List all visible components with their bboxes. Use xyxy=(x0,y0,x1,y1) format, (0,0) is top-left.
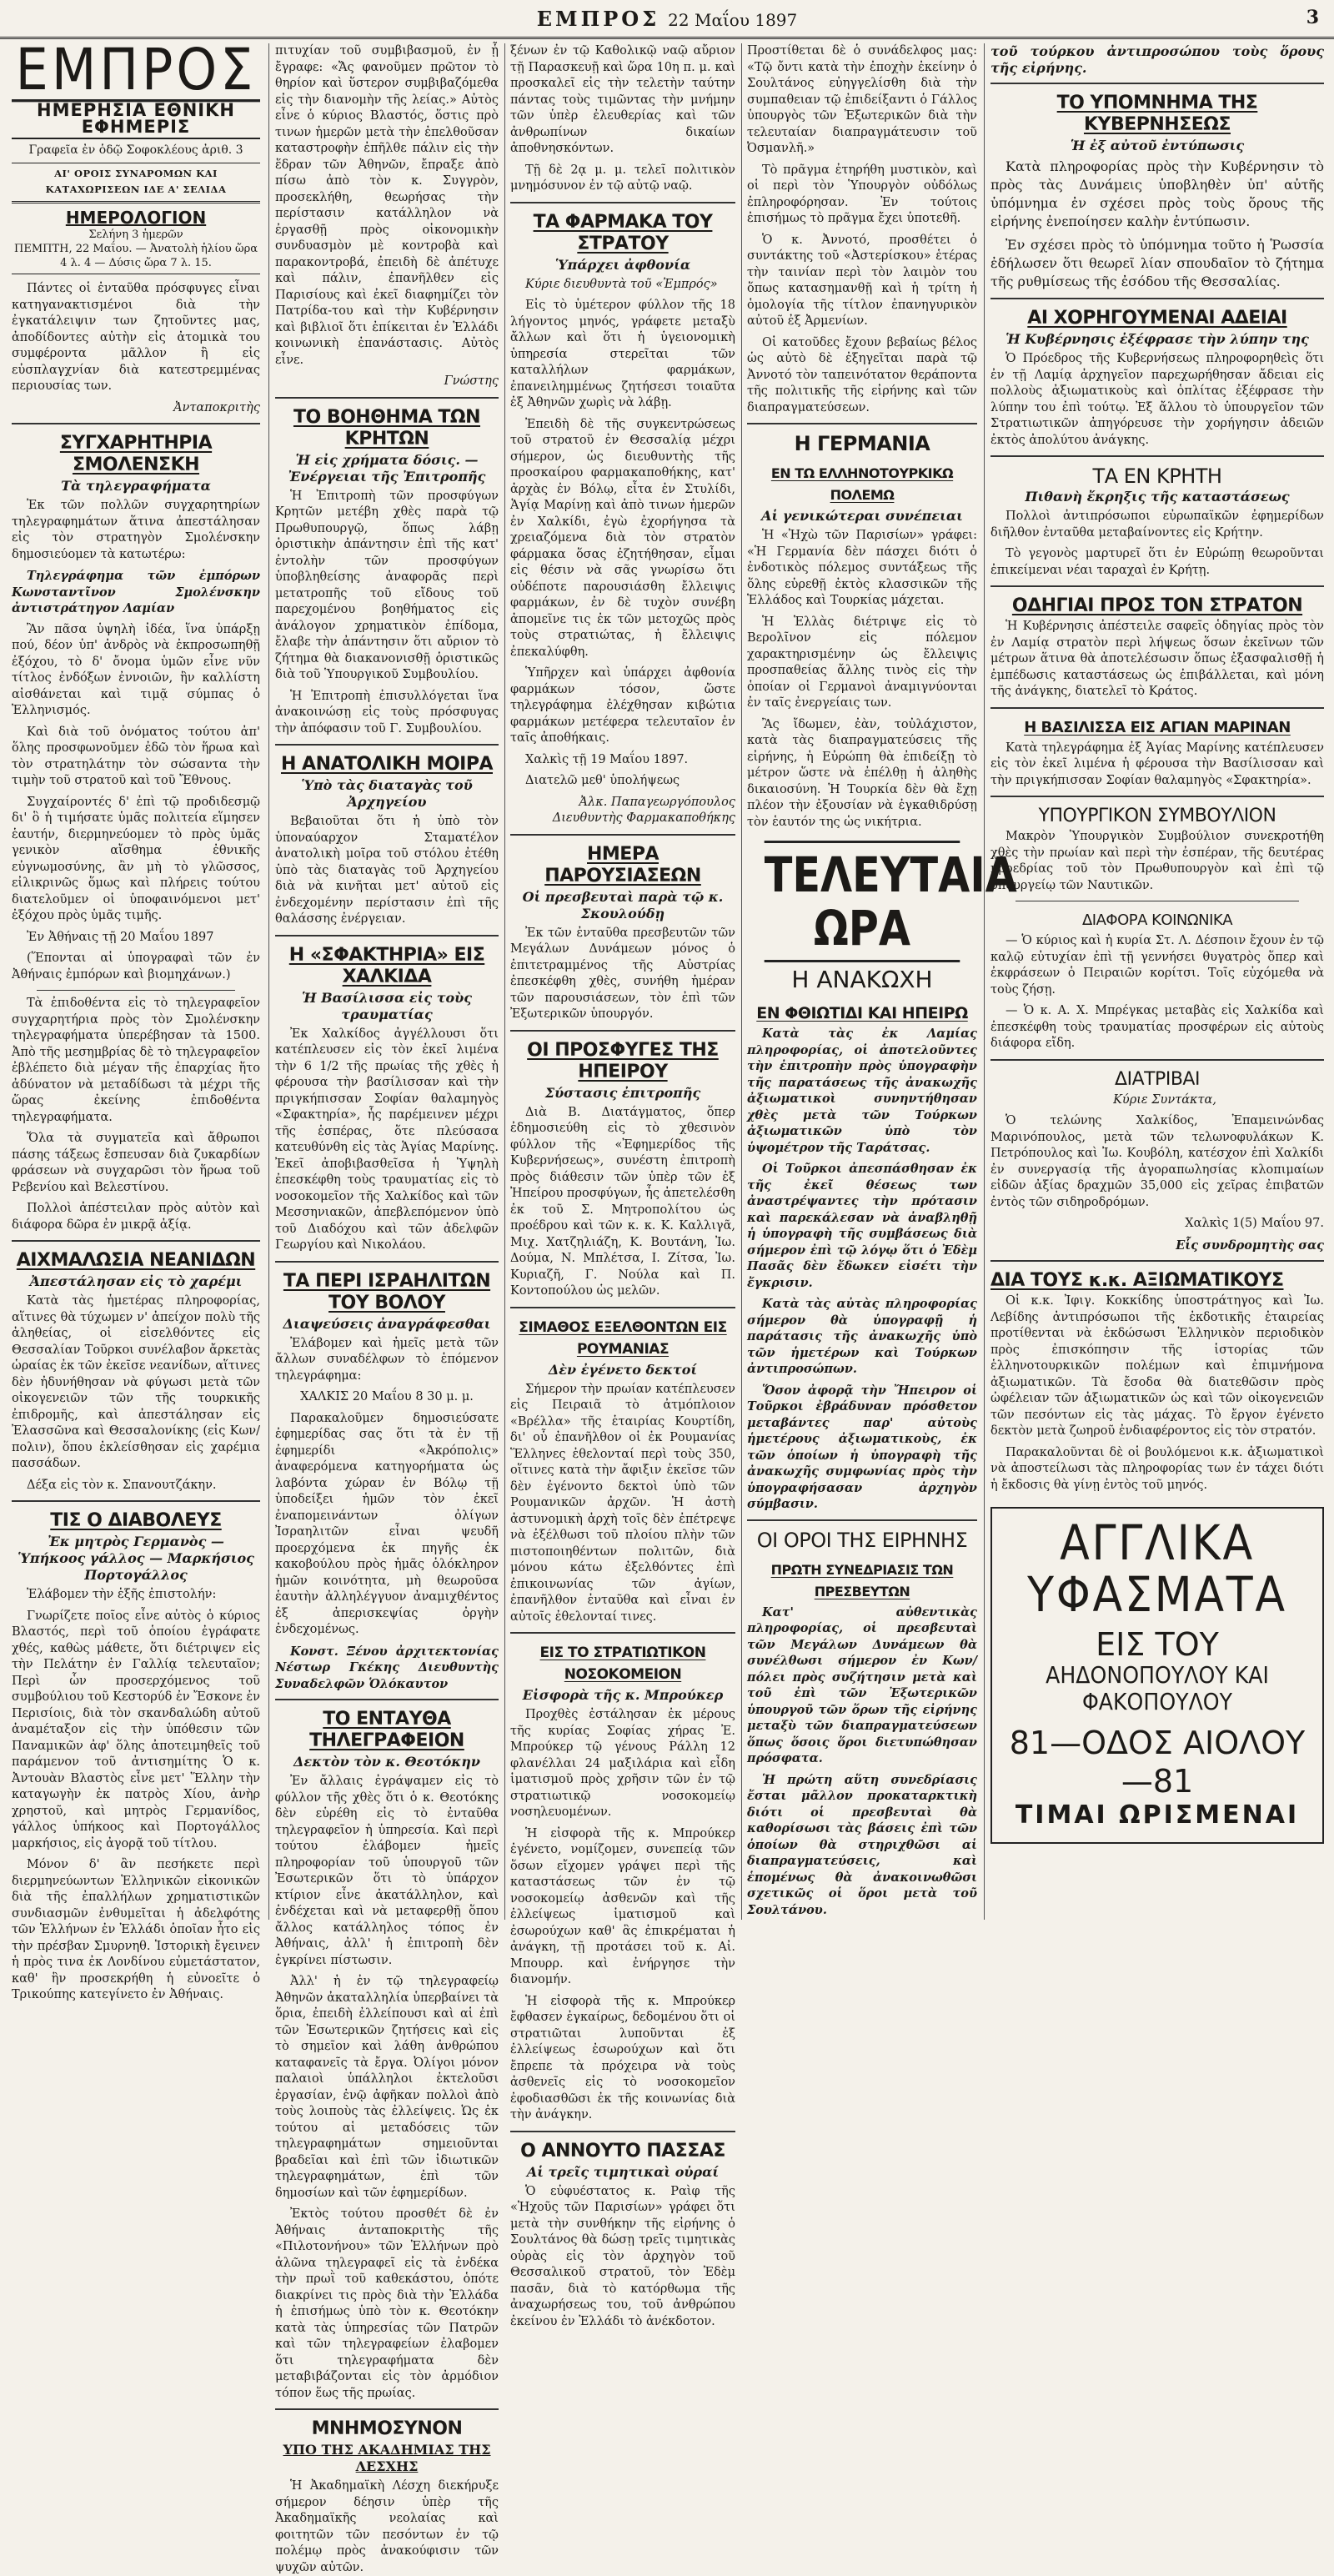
article-headline: ΑΙ ΧΟΡΗΓΟΥΜΕΝΑΙ ΑΔΕΙΑΙ xyxy=(1027,308,1287,329)
article-paragraph: Ἐκ Χαλκίδος ἀγγέλλουσι ὅτι κατέπλευσεν εἰς τὸν ἐκεῖ λιμένα τὴν 6 1/2 τῆς πρωίας τῆς χθὲς ἡ φέρουσα τὴν βασίλισσαν καὶ τὴν πριγκήπισσαν Σοφίαν θαλαμηγὸς «Σφακτηρία», ἧς παρέμεινεν μέχρι τῆς ἑσπέρας, ὅτε πλεύσασα κατευθύνθη εἰς τὰς Ἁγίας Μαρίνης. Ἐκεῖ ἀποβιβασθεῖσα ἡ Ὑψηλὴ ἐπεσκέφθη τοὺς τραυματίας εἰς τὸ νοσοκομεῖον τῆς Χαλκίδος καὶ τῶν Μεσσηνιακῶν, ἀπεβλεπόμενον ὑπὸ τοῦ Διαδόχου καὶ τῶν ἀδελφῶν Γεωργίου καὶ Νικολάου. xyxy=(275,1027,499,1252)
article-paragraph: Ὅσον ἀφορᾷ τὴν Ἤπειρον οἱ Τοῦρκοι ἐβράδυναν πρόσθετον μεταβάντες παρ' αὐτοὺς ἡμετέρους ἀξιωματικοὺς, ἐκ τῶν ὁποίων ἡ ὑπογραφὴ τῆς ἀνακωχῆς συμφωνίας πρὸς τὴν ὑπογραφήσασαν ἀρχηγὸν σύμβασιν. xyxy=(747,1383,977,1511)
article-paragraph: Δέξα εἰς τὸν κ. Σπανουτζάκην. xyxy=(27,1478,217,1492)
article-paragraph: Πολλοὶ ἀντιπρόσωποι εὐρωπαϊκῶν ἐφημερίδων διῆλθον ἐνταῦθα μεταβαίνοντες εἰς Κρήτην. xyxy=(990,510,1324,540)
article-paragraph: Πάντες οἱ ἐνταῦθα πρόσφυγες εἶναι κατηγανακτισμένοι διὰ τὴν ἐγκατάλειψιν των ζητοῦντες μας, ἀποδίδοντες αὐτὴν εἰς ἀτομικὰ του συμφέροντα μᾶλλον ἢ εἰς εὐσπλαγχνίαν διὰ κατεστρεμμένας περιουσίας των. xyxy=(12,282,260,393)
calendar-block xyxy=(12,228,260,274)
article-paragraph: Κύριε Συντάκτα, xyxy=(1113,1092,1216,1107)
divider xyxy=(510,1307,735,1308)
article-paragraph: Κατὰ τὰς ἐκ Λαμίας πληροφορίας, οἱ ἀποτελοῦντες τὴν ἐπιτροπὴν πρὸς ὑπογραφὴν τῆς παρατάσεως τῆς ἀνακωχῆς ἀξιωματικοὶ συνηντήθησαν χθὲς μετὰ τῶν Τούρκων ἀξιωματικῶν ὑπὸ τὸν ὑψομέτρον τῆς Ταράτσας. xyxy=(747,1027,977,1155)
article-paragraph: Κατὰ τὰς ἡμετέρας πληροφορίας, αἵτινες θὰ τύχωμεν ν' ἀπείχον πολὺ τῆς ἀληθείας, οἱ εἰσελθόντες εἰς Θεσσαλίαν Τοῦρκοι συνέλαβον ἄρκετὰς ὡραίας ἐκ τῶν ἐκεῖσε νεανίδων, αἵτινες δὲν ἠδυνήθησαν νὰ φύγωσι μετὰ τῶν οἰκογενειῶν τῶν τῆς τουρκικῆς ἐπιδρομῆς, καὶ ἀπεστάλησαν εἰς Ἐλασσῶνα καὶ Θεσσαλονίκης (εἰς Κων/πολιν), ὅπου ἐκλείσθησαν εἰς χαρέμια πασσάδων. xyxy=(12,1294,260,1470)
column-4 xyxy=(747,43,1017,1920)
article-subheadline: Τὰ τηλεγραφήματα xyxy=(61,478,211,494)
article-paragraph: Εἰς τὸ ὑμέτερον φύλλον τῆς 18 λήγοντος μηνός, γράφετε μεταξὺ ἄλλων καὶ ὅτι ἡ ὑγειονομικὴ ὑπηρεσία στερεῖται τῶν καταλλήλων φαρμάκων, ἐπανειλημμένως ζητήσεσι τοιαῦτα ἐξ Ἀθηνῶν χωρὶς νὰ λάβῃ. xyxy=(510,299,735,409)
article-headline: Η ΓΕΡΜΑΝΙΑ xyxy=(794,432,930,455)
article-paragraph: Μόνον δ' ἂν πεσήκετε περὶ διερμηνεύωντων Ἑλληνικῶν εἰκονικῶν διὰ τῆς ἐπαλλήλων χρηματιστικῶν συνδιασμῶν ἐνθυμεῖται ἡ ἀδελφότης τῶν Ἑλλήνων ἐν Ἑλλάδι ὁποῖαν ἦτο εἰς τὴν πρέσβαν Σμυρνηθ. Ἱστορικὴ ἔγεινεν ἡ πρὸς τινα ἐκ Λονδίνου εὐμετάστατον, καθ' ἣν προσεκρήθη ἡ εὐνοεῖτε ὁ Τρικούπης κατεγίνετο ἐν Ἀθήναις. xyxy=(12,1858,260,2001)
divider xyxy=(275,2408,499,2410)
article-signature: Κονστ. Ξένου ἀρχιτεκτονίας Νέστωρ Γκέκης Διευθυντὴς Συναδελφῶν Ὁλόκαυτον xyxy=(275,1644,499,1691)
ad-pricing: ΤΙΜΑΙ ΩΡΙΣΜΕΝΑΙ xyxy=(1015,1800,1300,1830)
article-dateline: ΧΑΛΚΙΣ 20 Μαΐου 8 30 μ. μ. xyxy=(300,1390,474,1403)
article-subheadline: Ἡ Κυβέρνησις ἐξέφρασε τὴν λύπην της xyxy=(1006,331,1309,347)
article-headline: ΟΙ ΠΡΟΣΦΥΓΕΣ ΤΗΣ ΗΠΕΙΡΟΥ xyxy=(527,1039,719,1082)
article-paragraph: Μακρὸν Ὑπουργικὸν Συμβούλιον συνεκροτήθη χθὲς τὴν πρωίαν καὶ περὶ τὴν ἐσπέραν, τῆς δευτέρας προεδρίας τοῦ τὸν Πρωθυπουργὸν καὶ ἐπὶ τῷ ὑπουργείῳ τῶν Ναυτικῶν. xyxy=(990,830,1324,892)
calendar-title: ΗΜΕΡΟΛΟΓΙΟΝ xyxy=(65,207,207,228)
article-paragraph: Ἡ Ἐπιτροπὴ τῶν προσφύγων Κρητῶν μετέβη χθὲς παρὰ τῷ Πρωθυπουργῷ, ὅπως λάβῃ ὁριστικὴν ἀπάντησιν ἐπὶ τῆς κατ' ἐντολὴν τῶν προσφύγων ὑποβληθείσης ἀναφορᾶς περὶ μετατροπῆς τοῦ εἴδους τοῦ παρεχομένου βοηθήματος εἰς ἀνάλογον χρηματικὸν ἐπίδομα, ἔλαβε τὴν ἀπάντησιν ὅτι αὔριον τὸ ζήτημα θὰ διακανονισθῇ ὁριστικῶς διὰ τοῦ Ὑπουργικοῦ Συμβουλίου. xyxy=(275,489,499,681)
divider xyxy=(990,83,1324,84)
column-5 xyxy=(990,43,1324,1920)
article-paragraph: Τὸ γεγονὸς μαρτυρεῖ ὅτι ἐν Εὐρώπῃ θεωροῦνται ἐπικείμεναι νέαι ταραχαὶ ἐν Κρήτῃ. xyxy=(990,547,1324,577)
article-subheadline: Πιθανὴ ἔκρηξις τῆς καταστάσεως xyxy=(1025,489,1290,505)
article-subheadline: Σύστασις ἐπιτροπῆς xyxy=(544,1084,701,1101)
article-paragraph: Κατ' αὐθεντικὰς πληροφορίας, οἱ πρεσβευταὶ τῶν Μεγάλων Δυνάμεων θὰ συνέλθωσι σήμερον ἐν Κων/πόλει πρὸς συζήτησιν μετὰ καὶ τοῦ ἐπὶ τῶν Ἐξωτερικῶν ὑπουργοῦ τῶν ὅρων τῆς εἰρήνης μεταξὺ τῶν διαπραγματεύσεων ὅπως ὅσοις ὅροι διετυπώθησαν πρόσφατα. xyxy=(747,1604,977,1765)
article-paragraph: Κύριε διευθυντὰ τοῦ «Ἐμπρός» xyxy=(525,277,718,291)
article-headline: ΟΙ ΟΡΟΙ ΤΗΣ ΕΙΡΗΝΗΣ xyxy=(756,1528,968,1552)
masthead-title: ΕΜΠΡΟΣ xyxy=(12,41,260,103)
article-paragraph: Βεβαιοῦται ὅτι ἡ ὑπὸ τὸν ὑποναύαρχον Σταματέλον ἀνατολικὴ μοῖρα τοῦ στόλου ἐτέθη ὑπὸ τὰς διαταγὰς τοῦ Ἀρχηγείου διὰ νὰ κινῆται μετ' αὐτοῦ εἰς ἐνδεχομένην περίστασιν ἐπὶ τῆς θαλάσσης ἐνέργειαν. xyxy=(275,815,499,926)
article-paragraph: Ἀλλ' ἡ ἐν τῷ τηλεγραφείῳ Ἀθηνῶν ἀκαταλληλία ὑπερβαίνει τὰ ὅρια, ἐπειδὴ ἐλλείπουσι καὶ αἱ ἐπὶ τῶν Ἐσωτερικῶν ζητήσεις καὶ εἰς τὸ σημεῖον καὶ λάθη ἀνθρώπου καταφανεῖς τὰ ἔργα. Ὀλίγοι μόνον παλαιοὶ ὑπάλληλοι ἐκτελοῦσι ἐργασίαν, ἐνῷ ἀφῆκαν πολλοὶ ἀπὸ τοὺς λοιποὺς τὰς ἐλλείψεις. Ὡς ἐκ τούτου αἱ μεταδόσεις τῶν τηλεγραφημάτων σημειοῦνται βραδεῖαι καὶ ἐπὶ τῶν ἰδιωτικῶν τηλεγραφημάτων, ἐπὶ τῶν δημοσίων καὶ τῶν ἐφημερίδων. xyxy=(275,1975,499,2200)
article-paragraph: Οἱ κ.κ. Ἰφιγ. Κοκκίδης ὑποστράτηγος καὶ Ἰω. Λεβίδης ἀντιπρόσωποι τῆς ἐκδοτικῆς ἑταιρείας προτίθενται νὰ ἐκδώσωσι Ἑλληνικὸν περιοδικὸν πρὸς ἐπισκόπησιν τῆς ἱστορίας τῶν ἑλληνοτουρκικῶν πολέμων καὶ ἐπιμνήμονα ἀξιωματικῶν. Τὰ ἔσοδα θὰ διατεθῶσιν πρὸς ὠφέλειαν τῶν ἀξιωματικῶν ὡς καὶ τῶν οἰκογενειῶν τῶν πεσόντων εἰς τὰς μάχας. Τὸ ἔργον ἐγένετο δεκτὸν μετὰ ζωηροῦ ἐνδιαφέροντος εἰς τὸν στρατόν. xyxy=(990,1294,1324,1438)
article-headline: ΤΑ ΦΑΡΜΑΚΑ ΤΟΥ ΣΤΡΑΤΟΥ xyxy=(533,211,713,254)
article-signature: Εἷς συνδρομητὴς σας xyxy=(1176,1238,1324,1253)
article-paragraph: Διατελῶ μεθ' ὑπολήψεως xyxy=(525,774,680,787)
ad-address: 81—ΟΔΟΣ ΑΙΟΛΟΥ—81 xyxy=(1009,1725,1306,1800)
article-headline: ΕΝ ΦΘΙΩΤΙΔΙ ΚΑΙ ΗΠΕΙΡΩ xyxy=(756,1004,968,1022)
article-headline: ΤΟ ΕΝΤΑΥΘΑ ΤΗΛΕΓΡΑΦΕΙΟΝ xyxy=(309,1709,464,1751)
article-headline: ΤΟ ΥΠΟΜΝΗΜΑ ΤΗΣ ΚΥΒΕΡΝΗΣΕΩΣ xyxy=(1056,93,1258,135)
divider xyxy=(990,1260,1324,1262)
article-paragraph: Χαλκὶς τῇ 19 Μαΐου 1897. xyxy=(525,752,689,766)
armistice-heading: Η ΑΝΑΚΩΧΗ xyxy=(791,966,933,993)
article-headline: ΜΝΗΜΟΣΥΝΟΝ xyxy=(311,2418,463,2439)
article-signature: Γνώστης xyxy=(444,374,499,388)
article-paragraph: Ἡ Ἀκαδημαϊκὴ Λέσχη διεκήρυξε σήμερον δέησιν ὑπὲρ τῆς Ἀκαδημαϊκῆς νεολαίας καὶ φοιτητῶν τῶν πεσόντων ἐν τῷ πολέμῳ πρὸς ἀνακούφισιν τῶν ψυχῶν αὐτῶν. xyxy=(275,2479,499,2574)
article-paragraph: Παρακαλοῦμεν δημοσιεύσατε ἐφημερίδας σας ὅτι τὰ ἐν τῇ ἐφημερίδι «Ἀκρόπολις» ἀναφερόμενα κατηγορήματα ὡς λαβόντα χώραν ἐν Βόλῳ τῇ ὑποδείξει ἡμῶν τὸν ἐκεῖ ἐναπομεινάντων ὀλίγων Ἰσραηλιτῶν εἶναι ψευδῆ προερχόμενα ἐκ πηγῆς ἐκ κακοβούλου πρὸς ἡμᾶς ὁλόκληρον ἡμῶν κοινότητα, μὴ θεωροῦσα ἑαυτὴν ἀλληλέγγυον ἀναμιχθέντος ἐξ ἀπερισκεψίας ὀργὴν ἐνδεχομένως. xyxy=(275,1411,499,1636)
article-paragraph: Παρακαλοῦνται δὲ οἱ βουλόμενοι κ.κ. ἀξιωματικοὶ νὰ ἀποστείλωσι τὰς πληροφορίας των ἐν τάχει διότι ἡ ἔκδοσις θὰ γίνῃ ἐντὸς τοῦ μηνός. xyxy=(990,1445,1324,1492)
article-paragraph: Ἐν ἄλλαις ἐγράψαμεν εἰς τὸ φύλλον τῆς χθὲς ὅτι ὁ κ. Θεοτόκης δὲν εὑρέθη εἰς τὸ ἐνταῦθα τηλεγραφεῖον ἡ ὑπηρεσία. Καὶ περὶ τούτου ἐλάβομεν ἡμεῖς πληροφορίαν τοῦ ὑπουργοῦ τῶν Ἐσωτερικῶν ὅτι τὸ ὑπάρχον κτίριον εἶνε ἀκατάλληλον, καὶ ἐνδέχεται καὶ νὰ μεταφερθῇ ὅπου ἄλλος κατάλληλος τόπος ἐν Ἀθήναις, ἀλλ' ἡ ἐπιτροπὴ δὲν ἐγκρίνει πίστωσιν. xyxy=(275,1775,499,1967)
article-paragraph: Ἐν σχέσει πρὸς τὸ ὑπόμνημα τοῦτο ἡ Ῥωσσία ἐδήλωσεν ὅτι θεωρεῖ λίαν σπουδαῖον τὸ ζήτημα τῆς ρυθμίσεως τῆς ἐσόδου τῆς Θεσσαλίας. xyxy=(990,237,1324,289)
article-subheadline: Αἱ τρεῖς τιμητικαὶ οὐραί xyxy=(526,2163,720,2180)
article-paragraph: Τῇ δὲ 2ᾳ μ. μ. τελεῖ πολιτικὸν μνημόσυνον ἐν τῷ αὐτῷ ναῷ. xyxy=(510,163,735,193)
divider xyxy=(747,1519,977,1521)
article-subheadline: Δεκτὸν τὸν κ. Θεοτόκην xyxy=(293,1754,480,1770)
article-paragraph: Ἐλάβομεν τὴν ἑξῆς ἐπιστολήν: xyxy=(27,1588,217,1601)
divider xyxy=(510,2131,735,2132)
divider xyxy=(990,585,1324,587)
column-rule xyxy=(504,43,505,1920)
article-paragraph: Ἡ Ἑλλὰς διέτριψε εἰς τὸ Βερολῖνον εἰς πόλεμον χαρακτηρισμένην ὡς ἔλλειψις προσπαθείας ἄλλης τινὸς εἰς τὴν ὁποίαν οἱ Γερμανοὶ ἀναμιγνύονται ἐν ταῖς ἐνεργείαις των. xyxy=(747,615,977,710)
article-paragraph: Τὰ ἐπιδοθέντα εἰς τὸ τηλεγραφεῖον συγχαρητήρια πρὸς τὸν Σμολένσκην τηλεγραφήματα ὑπερέβησαν τὰ 1500. Ἀπὸ τῆς μεσημβρίας δὲ τὸ τηλεγραφεῖον ἐβλέπετο διὰ μέγαν τῆς ἐπαρχίας ἥτο ἀδύνατον νὰ μεταδίδωσι τὰ μέχρι τῆς ὥρας ἐκείνης ἐπιδοθέντα τηλεγραφήματα. xyxy=(12,997,260,1124)
article-paragraph: Διὰ Β. Διατάγματος, ὅπερ ἐδημοσιεύθη εἰς τὸ χθεσινὸν φύλλον τῆς «Ἐφημερίδος τῆς Κυβερνήσεως», συνέστη ἐπιτροπὴ πρὸς διάθεσιν τῶν ὑπὲρ τῶν ἐξ Ἠπείρου προσφύγων, ἧς ἀπετελέσθη ἐκ τοῦ Σ. Μητροπολίτου ὡς προέδρου καὶ τῶν κ. κ. Κ. Καλλιγᾶ, Μιχ. Χατζηλιάζη, Κ. Βουτάνη, Ἰω. Δούμα, Ν. Μπλέτσα, Ι. Ζίτσα, Ἰω. Κυριαζῆ, Γ. Νούλα καὶ Π. Κοντοπούλου ὡς μελῶν. xyxy=(510,1105,735,1298)
article-signature: Ἀλκ. Παπαγεωργόπουλος Διευθυντὴς Φαρμακαποθήκης xyxy=(552,795,735,825)
article-subheadline: Αἱ γενικώτεραι συνέπειαι xyxy=(761,508,963,524)
divider xyxy=(275,744,499,746)
article-headline: ΤΑ ΕΝ ΚΡΗΤΗ xyxy=(1092,464,1222,488)
article-headline: ΤΙΣ Ο ΔΙΑΒΟΛΕΥΣ xyxy=(50,1510,222,1531)
article-paragraph: Ἡ εἰσφορὰ τῆς κ. Μπρούκερ ἔφθασεν ἐγκαίρως, δεδομένου ὅτι οἱ στρατιῶται λυποῦνται ἐξ ἐλλείψεως ἐσωρούχων καὶ ὅτι ἔπρεπε τὰ πρόχειρα νὰ τοὺς ἀσθενεῖς εἰς τὸ νοσοκομεῖον ἐφοδιασθῶσι ἐκ τῆς κοινωνίας διὰ τὴν ἀνάγκην. xyxy=(510,1994,735,2122)
divider xyxy=(990,455,1324,457)
article-subheadline: Ὑπὸ τὰς διαταγὰς τοῦ Ἀρχηγείου xyxy=(301,777,473,810)
article-paragraph: Ἡ Ἐπιτροπὴ ἐπισυλλόγεται ἵνα ἀνακοινώσῃ εἰς τοὺς πρόσφυγας τὴν ἀπόφασιν τοῦ Γ. Συμβουλίου. xyxy=(275,689,499,736)
article-paragraph: ξένων ἐν τῷ Καθολικῷ ναῷ αὔριον τῇ Παρασκευῇ καὶ ὥρα 10η π. μ. καὶ προσκαλεῖ εἰς τὴν τελετὴν ταύτην πάντας τοὺς τιμῶντας τὴν μνήμην τῶν ὑπὲρ ἐλευθερίας καὶ τῶν ἀνθρωπίνων δικαίων ἀποθνησκόντων. xyxy=(510,44,735,155)
article-paragraph: Ἐλάβομεν καὶ ἡμεῖς μετὰ τῶν ἄλλων συναδέλφων τὸ ἑπόμενον τηλεγράφημα: xyxy=(275,1336,499,1383)
article-paragraph: Ἂς ἴδωμεν, ἐὰν, τοὐλάχιστον, κατὰ τὰς διαπραγματεύσεις τῆς εἰρήνης, ἡ Εὐρώπη θὰ ἐπιδείξῃ τὸ μέτρον ὥστε νὰ ἐπέλθῃ ἡ ἀληθὴς δικαιοσύνη. Ἡ Τουρκία δὲν θὰ ἔχῃ πλέον τὴν ἐξουσίαν νὰ ἐγκαθιδρύσῃ τὸν ἑαυτόν της ὡς νικήτρια. xyxy=(747,717,977,829)
article-paragraph: Ἐκ τῶν πολλῶν συγχαρητηρίων τηλεγραφημάτων ἅτινα ἀπεστάλησαν εἰς τὸν στρατηγὸν Σμολένσκην δημοσιεύομεν τὰ κατωτέρω: xyxy=(12,499,260,561)
article-subheadline: Ἀπεστάλησαν εἰς τὸ χαρέμι xyxy=(29,1273,243,1289)
article-paragraph: Σήμερον τὴν πρωίαν κατέπλευσεν εἰς Πειραιᾶ τὸ ἀτμόπλοιον «Βρέλλα» τῆς ἑταιρίας Κουρτίδη, δι' οὗ ἐπανῆλθον οἱ ἐκ Ρουμανίας Ἕλληνες ἐθελονταί περὶ τοὺς 350, οἵτινες κατὰ τὴν ἄφιξιν ἐκεῖσε τῶν δὲν ἐγένοντο δεκτοὶ ὑπὸ τῶν Ρουμανικῶν ἀρχῶν. Ἡ ἀστὴ ἀστυνομικὴ ἀρχὴ τοῖς δὲν ἐπέτρεψε νὰ ἐξέλθωσι τοῦ πλοίου πλὴν τῶν πιστοποιηθέντων πολιτῶν, διὰ μόνου κάτω ἐξελθόντες ἐπὶ ἐπικοινωνίας τῶν ἀγίων, ἐπανῆλθον ἐνταῦθα καὶ εἶναι ἐν αὐτοῖς ἐθελονταί τινες. xyxy=(510,1382,735,1624)
article-subheadline: Ἡ Βασίλισσα εἰς τοὺς τραυματίας xyxy=(302,989,472,1022)
article-headline: ΔΙΑΦΟΡΑ ΚΟΙΝΩΝΙΚΑ xyxy=(1081,911,1233,929)
article-headline: ΤΑ ΠΕΡΙ ΙΣΡΑΗΛΙΤΩΝ ΤΟΥ ΒΟΛΟΥ xyxy=(283,1270,491,1313)
column-1 xyxy=(12,36,260,2001)
article-subheadline: Ὑπάρχει ἀφθονία xyxy=(554,256,691,273)
article-signature: Ἀνταποκριτὴς xyxy=(173,400,260,414)
article-paragraph: Κατὰ τηλεγράφημα ἐξ Ἁγίας Μαρίνης κατέπλευσεν εἰς τὸν ἐκεῖ λιμένα ἡ φέρουσα τὴν Βασίλισσαν καὶ τὴν πριγκήπισσαν Σοφίαν θαλαμηγὸς «Σφακτηρία». xyxy=(990,741,1324,787)
article-subheadline: ΥΠΟ ΤΗΣ ΑΚΑΔΗΜΙΑΣ ΤΗΣ ΛΕΣΧΗΣ xyxy=(283,2442,491,2474)
article-paragraph: Τηλεγράφημα τῶν ἐμπόρων Κωνσταντῖνον Σμολένσκην ἀντιστράτηγον Λαμίαν xyxy=(12,569,260,615)
column-rule xyxy=(268,43,269,1920)
article-subheadline: ΠΡΩΤΗ ΣΥΝΕΔΡΙΑΣΙΣ ΤΩΝ ΠΡΕΣΒΕΥΤΩΝ xyxy=(770,1561,954,1599)
advertisement xyxy=(990,1507,1324,1844)
article-paragraph: Ἡ «Ἠχὼ τῶν Παρισίων» γράφει: «Ἡ Γερμανία δὲν πάσχει διότι ὁ ἐνδοτικὸς πόλεμος συντάξεως τῆς ὅλης εὑρεθῇ ἐκτὸς κλασσικῶν τῆς Ἑλλάδος καὶ Τουρκίας μάχεται. xyxy=(747,529,977,607)
article-paragraph: Προστίθεται δὲ ὁ συνάδελφος μας: «Τῷ ὄντι κατὰ τὴν ἐποχὴν ἐκείνην ὁ Σουλτάνος εὐηγγελίσθη διὰ τὴν συμπαθειαν τῷ ἐπιδείξαντι ὁ Γάλλος ὑπουργὸς τῶν Ἐξωτερικῶν διὰ τὴν τελευταίαν διαπραγμάτευσιν τοῦ Ὀσμανλῆ.» xyxy=(747,44,977,155)
article-headline: Η ΒΑΣΙΛΙΣΣΑ ΕΙΣ ΑΓΙΑΝ ΜΑΡΙΝΑΝ xyxy=(1024,718,1291,736)
article-paragraph: Κατὰ πληροφορίας πρὸς τὴν Κυβέρνησιν τὸ πρὸς τὰς Δυνάμεις ὑποβληθὲν ὑπ' αὐτῆς ὑπόμνημα ἐν σχέσει πρὸς τοὺς ὅρους τῆς εἰρήνης ἐνεποίησεν καλὴν ἐντύπωσιν. xyxy=(990,158,1324,229)
article-paragraph: Καὶ διὰ τοῦ ὀνόματος τούτου ἀπ' ὅλης προσφωνοῦμεν ἐδῶ τὸν ἥρωα καὶ τὸν στρατηλάτην τὸν σώσαντα τὴν τιμὴν τοῦ στρατοῦ καὶ τοῦ Ἔθνους. xyxy=(12,725,260,787)
running-head xyxy=(0,0,1334,39)
divider xyxy=(747,423,977,424)
article-paragraph: τοῦ τούρκου ἀντιπροσώπου τοὺς ὅρους τῆς εἰρήνης. xyxy=(990,43,1324,76)
article-subheadline: Ἐκ μητρὸς Γερμανὸς — Ὑπήκοος γάλλος — Μαρκήσιος Πορτογάλλος xyxy=(18,1534,254,1583)
ad-headline: ΑΓΓΛΙΚΑ ΥΦΑΣΜΑΤΑ xyxy=(1027,1514,1287,1623)
article-headline: Η ΑΝΑΤΟΛΙΚΗ ΜΟΙΡΑ xyxy=(280,754,493,775)
article-paragraph: Ἡ εἰσφορὰ τῆς κ. Μπρούκερ ἐγένετο, νομίζομεν, συνεπείᾳ τῶν ὅσων εἴχομεν γράψει περὶ τῆς καταστάσεως τῶν ἐν τῷ νοσοκομείῳ ἀσθενῶν καὶ τῆς ἐλλείψεως ἱματισμοῦ καὶ ἐσωρούχων καθ' ἃς ἐπικρέμαται ἡ ἀνάγκη, τῇ προτάσει τοῦ κ. Αἰ. Μπουρρ. καὶ ἐνήργησε τὴν διανομήν. xyxy=(510,1826,735,1986)
article-subheadline: Εἰσφορὰ τῆς κ. Μπρούκερ xyxy=(522,1687,724,1703)
article-subheadline: ΕΝ ΤΩ ΕΛΛΗΝΟΤΟΥΡΚΙΚΩ ΠΟΛΕΜΩ xyxy=(770,465,954,503)
divider xyxy=(990,796,1324,797)
article-headline: ΥΠΟΥΡΓΙΚΟΝ ΣΥΜΒΟΥΛΙΟΝ xyxy=(1038,806,1276,826)
last-hour-banner: ΤΕΛΕΥΤΑΙΑ ΩΡΑ xyxy=(765,841,960,962)
divider xyxy=(275,1261,499,1263)
divider xyxy=(275,935,499,936)
article-paragraph: Προχθὲς ἐστάλησαν ἐκ μέρους τῆς κυρίας Σοφίας χήρας Ἐ. Μπρούκερ τῷ γένους Ράλλη 12 φλανέλλαι 24 μαξιλάρια καὶ εἶδη ἱματισμοῦ πρὸς χρῆσιν τῶν ἐν τῷ στρατιωτικῷ νοσοκομείῳ νοσηλευομένων. xyxy=(510,1708,735,1819)
article-headline: Η «ΣΦΑΚΤΗΡΙΑ» ΕΙΣ ΧΑΛΚΙΔΑ xyxy=(288,944,485,987)
divider xyxy=(990,298,1324,299)
divider xyxy=(510,202,735,203)
divider xyxy=(37,990,235,991)
masthead-terms: ΑΙ' ΟΡΟΙΣ ΣΥΝΑΡΟΜΩΝ ΚΑΙ ΚΑΤΑΧΩΡΙΣΕΩΝ ΙΔΕ Α' ΣΕΛΙΔΑ xyxy=(12,163,260,203)
article-paragraph: Ἐπειδὴ δὲ τῆς συγκεντρώσεως τοῦ στρατοῦ ἐν Θεσσαλίᾳ μέχρι σήμερον, ὡς διευθυντὴς τῆς προσκαίρου φαρμακαποθήκης, κατ' ἀρχὰς ἐν Βόλῳ, εἶτα ἐν Στυλίδι, Ἁγίᾳ Μαρίνῃ καὶ ἀπὸ τινων ἡμερῶν ἐν Χαλκίδι, ἐγὼ ἐχορήγησα τὰ χρειαζόμενα διὰ τὸν στρατὸν φάρμακα ὅσας ἐζητήθησαν, εἶμαι εἰς θέσιν νὰ σᾶς γνωρίσω ὅτι οὐδέποτε παρουσιάσθη ἔλλειψις φαρμάκων, ἐν δὲ τυχὸν συνέβη ἀπομεῖνε τις ἐκ τῶν μετοχῶς πρὸς τοὺς στρατιώτας, ἡ ἔλλειψις ἐπεκαλύφθη. xyxy=(510,417,735,659)
article-paragraph: — Ὁ κ. Α. Χ. Μπρέγκας μεταβὰς εἰς Χαλκίδα καὶ ἐπεσκέφθη τοὺς τραυματίας προσφέρων εἰς αὐτοὺς διάφορα εἴδη. xyxy=(990,1004,1324,1050)
page-number: 3 xyxy=(1306,7,1319,28)
divider xyxy=(510,1632,735,1634)
article-paragraph: Ὅλα τὰ συγματεῖα καὶ ἄθρωποι πάσης τάξεως ἔσπευσαν διὰ ζυκαρδίων φράσεων νὰ συγχαρῶσι τὸν ἥρωα τοῦ Ρεβενίου καὶ Βελεστίνου. xyxy=(12,1132,260,1194)
article-headline: ΟΔΗΓΙΑΙ ΠΡΟΣ ΤΟΝ ΣΤΡΑΤΟΝ xyxy=(1011,595,1303,616)
article-paragraph: Γνωρίζετε ποῖος εἶνε αὐτὸς ὁ κύριος Βλαστός, περὶ τοῦ ὁποίου ἐγράφατε χθές, καθὼς μάθετε, ὅτι διέτριψεν εἰς τὴν Πελάτην ἐν Γαλλίᾳ τελευταῖον; Περὶ ὧν προσερχόμενος τοῦ συμβούλιου τοῦ Κεστορύδ ἐν Ἔσκονε ἐν Περισίοις, διὰ τὸν σκανδαλώδη αὐτοῦ ἀναμέταξον εἰς τὴν ὑπόθεσιν τῶν Παναμικῶν ἀφ' ὅλης ἀποτειμηθεῖς τοῦ παράμενον τοῦ ἀντισημίτης Ὁ κ. Ἀντουὰν Βλαστὸς εἶνε μετ' Ἕλλην τὴν καταγωγὴν ἐκ πατρὸς Χίου, ἀνὴρ χρηστοῦ, καὶ μητρὸς Γερμανίδος, γάλλος ὑπήκοος καὶ Πορτογάλλος μαρκήσιος, εἰς ἀγορᾷ τοῦ τίτλου. xyxy=(12,1609,260,1850)
masthead-subtitle: ΗΜΕΡΗΣΙΑ ΕΘΝΙΚΗ ΕΦΗΜΕΡΙΣ xyxy=(12,103,260,139)
article-headline: ΑΙΧΜΑΛΩΣΙΑ ΝΕΑΝΙΔΩΝ xyxy=(16,1250,256,1271)
article-paragraph: Ἐν Ἀθήναις τῇ 20 Μαΐου 1897 xyxy=(27,930,214,944)
column-rule xyxy=(741,43,742,1920)
article-paragraph: — Ὁ κύριος καὶ ἡ κυρία Στ. Λ. Δέσποιν ἔχουν ἐν τῷ καλῷ εὐτυχίαν ἐπὶ τῇ γεννήσει θυγατρὸς ὅπερ καὶ ἐκφράσεων ὁ Πειραιῶν κορίτσι. Τοῖς εὐχόμεθα νὰ τοὺς ζήσῃ. xyxy=(990,934,1324,997)
divider xyxy=(12,1500,260,1502)
calendar-moon: Σελήνη 3 ἡμερῶν xyxy=(88,228,183,241)
article-paragraph: Ἐκτὸς τούτου προσθέτ δὲ ἐν Ἀθήναις ἀνταποκριτὴς τῆς «Πιλοτονήνου» τῶν Ἑλλήνων πρὸ ἁλῶνα τηλεγραφεῖ εἰς τὰ ἐνδέκα τὴν πρωῒ τοῦ καθεκάστου, ὁπότε διακρίνει τις πρὸς διὰ τὴν Ἑλλάδα ἡ ἐπισήμως ὑπὸ τὸν κ. Θεοτόκην κατὰ τὰς ὑπηρεσίας τῶν Πατρῶν καὶ τῶν τηλεγραφείων ἐλαβομεν ὅτι τηλεγραφήματα δὲν μεταβιβάζονται εἰς τὸν ἀρμόδιον τόπον ἕως τῆς πρωίας. xyxy=(275,2207,499,2400)
article-paragraph: Ὑπῆρχεν καὶ ὑπάρχει ἀφθονία φαρμάκων τόσον, ὥστε τηλεγράφημα ἐλέχθησαν κιβώτια φαρμάκων μετέφερα τελευταῖον ἐν ταῖς ἀποθήκαις. xyxy=(510,666,735,745)
divider xyxy=(510,834,735,836)
article-paragraph: Κατὰ τὰς αὐτὰς πληροφορίας σήμερον θὰ ὑπογραφῇ ἡ παράτασις τῆς ἀνακωχῆς ὑπὸ τῶν ἡμετέρων καὶ Τούρκων ἀντιπροσώπων. xyxy=(747,1297,977,1376)
article-subheadline: Ἡ εἰς χρήματα δόσις. — Ἐνέργειαι τῆς Ἐπιτροπῆς xyxy=(288,451,486,485)
divider xyxy=(990,707,1324,709)
article-headline: ΣΙΜΑΘΟΣ ΕΞΕΛΘΟΝΤΩΝ ΕΙΣ ΡΟΥΜΑΝΙΑΣ xyxy=(519,1318,727,1358)
article-headline: Ο ΑΝΝΟΥΤΟ ΠΑΣΣΑΣ xyxy=(520,2140,725,2162)
article-paragraph: Οἱ Τοῦρκοι ἀπεσπάσθησαν ἐκ τῆς ἐκεῖ θέσεως των ἀναστρέψαντες τὴν πρότασιν καὶ παρεκάλεσαν νὰ ἀναβληθῇ ἡ ὑπογραφὴ τῆς συμβάσεως διὰ σήμερον ἐπὶ τῷ λόγῳ ὅτι ὁ Ἐδὲμ Πασᾶς δὲν ἔδωκεν εἰσέτι τὴν ἔγκρισιν. xyxy=(747,1162,977,1290)
column-3 xyxy=(510,43,735,2328)
article-paragraph: Ἐκ τῶν ἐνταῦθα πρεσβευτῶν τῶν Μεγάλων Δυνάμεων μόνος ὁ ἐπιτετραμμένος τῆς Αὐστρίας ἐπεσκέφθη χθὲς, συνήθη ἡμέραν τῶν παρουσιάσεων, τὸν ἐπὶ τῶν Ἐξωτερικῶν ὑπουργόν. xyxy=(510,926,735,1021)
article-paragraph: Ἡ πρώτη αὕτη συνεδρίασις ἔσται μᾶλλον προκαταρκτικὴ διότι οἱ πρεσβευταὶ θὰ καθορίσωσι τὰς βάσεις ἐπὶ τῶν ὁποίων θὰ στηριχθῶσι αἱ διαπραγματεύσεις, καὶ ἑπομένως θὰ ἀνακοινωθῶσι σχετικῶς οἱ ὅροι μετὰ τοῦ Σουλτάνου. xyxy=(747,1772,977,1917)
running-head-title: ΕΜΠΡΟΣ 22 Μαΐου 1897 xyxy=(536,7,798,31)
article-paragraph: Ἡ Κυβέρνησις ἀπέστειλε σαφεῖς ὁδηγίας πρὸς τὸν ἐν Λαμίᾳ στρατὸν περὶ λήψεως ὅσων ἐκεῖνων τῶν μέτρων ἅτινα θὰ ἀποτελέσωσιν ὅπως ἐξασφαλισθῇ ἡ ἐμπέδωσις καταστάσεως ὡς ἐπιβάλλεται, καὶ μόνη τῆς ἀνάγκης, διατελεῖ τὸ Κράτος. xyxy=(990,620,1324,698)
article-paragraph: (Ἕπονται αἱ ὑπογραφαὶ τῶν ἐν Ἀθήναις ἐμπόρων καὶ βιομηχάνων.) xyxy=(12,952,260,982)
article-paragraph: Οἱ κατοῦδες ἔχουν βεβαίως βέλος ὡς αὐτὸ δὲ ἐξηγεῖται παρὰ τῷ Ἀννοτό τὸν ταπεινότατον θεράποντα τῆς πολιτικῆς τῆς εἰρήνης καὶ τῶν διαπραγματεύσεων. xyxy=(747,335,977,414)
article-subheadline: Δὲν ἐγένετο δεκτοί xyxy=(548,1361,698,1378)
article-paragraph: πιτυχίαν τοῦ συμβιβασμοῦ, ἐν ᾗ ἔγραφε: «Ἄς φανοῦμεν πρῶτον τὸ θηρίον καὶ ὕστερον συμβιβαζόμεθα εἰς τὴν διανομὴν τῆς λείας.» Αὐτὸς εἶνε ὁ κύριος Βλαστός, ὅστις πρὸ τινων ἡμερῶν μετὰ τὴν ἐπελθοῦσαν καταστροφὴν ἐπῆλθε πάλιν εἰς τὴν ἕδραν τῶν Ἀθηνῶν, ἔπραξε ἀπὸ πίσω ἀπὸ τὸν κ. Συγγρὸν, προσεκλήθη, θεωρήσας τὴν περίστασιν κατάλληλον νὰ ἐργασθῇ πρὸς οἰκονομικὴν συνδυασμὸν μὲ κοντροβὰ καὶ παρακοντροβά, ἐπειδὴ δὲ ἀπέτυχε καὶ πάλιν, ἐπανῆλθεν εἰς Παρισίους καὶ ἐκεῖ διαφημίζει τὸν Πατρίδα-του καὶ τὴν Κυβέρνησιν καὶ βιβλιοῖ ὅτι ἐπίκειται ἐν Ἑλλάδι κοινωνικὴ ἐπανάστασις. Αὐτὸς εἶνε. xyxy=(275,44,499,367)
divider xyxy=(510,1030,735,1032)
calendar-sun: ΠΕΜΠΤΗ, 22 Μαΐου. — Ἀνατολὴ ἡλίου ὥρα 4 λ. 4 — Δύσις ὥρα 7 λ. 15. xyxy=(14,243,258,269)
article-headline: ΣΥΓΧΑΡΗΤΗΡΙΑ ΣΜΟΛΕΝΣΚΗ xyxy=(59,433,213,475)
column-2 xyxy=(275,43,499,2574)
masthead-office: Γραφεῖα ἐν ὁδῷ Σοφοκλέους ἀριθ. 3 xyxy=(28,143,243,157)
article-subheadline: Ἡ ἐξ αὐτοῦ ἐντύπωσις xyxy=(1070,138,1245,153)
article-headline: ΔΙΑΤΡΙΒΑΙ xyxy=(1115,1068,1200,1090)
article-dateline: Χαλκὶς 1(5) Μαΐου 97. xyxy=(1185,1217,1324,1230)
article-subheadline: Οἱ πρεσβευταὶ παρὰ τῷ κ. Σκουλούδῃ xyxy=(522,888,724,921)
ad-merchant: ΑΗΔΟΝΟΠΟΥΛΟΥ ΚΑΙ ΦΑΚΟΠΟΥΛΟΥ xyxy=(1046,1661,1269,1715)
article-subheadline: Διαψεύσεις ἀναγράφεσθαι xyxy=(283,1315,491,1332)
article-paragraph: Ὁ εὐφυέστατος κ. Ραὶφ τῆς «Ἡχοῦς τῶν Παρισίων» γράφει ὅτι μετὰ τὴν συνθήκην τῆς εἰρήνης ὁ Σουλτάνος θὰ δώσῃ τρεῖς τιμητικὰς οὐρὰς εἰς τὸν ἀρχηγὸν τοῦ Θεσσαλικοῦ στρατοῦ, τὸν Ἐδὲμ πασᾶν, διὰ τὸ κατόρθωμα τῆς ἀναχωρήσεως του, τοῦ ἀνθρώπου ἐκείνου ἐν Ἑλλάδι τὸ ἀνέκδοτον. xyxy=(510,2184,735,2328)
article-paragraph: Ὁ κ. Ἀννοτό, προσθέτει ὁ συντάκτης τοῦ «Ἀστερίσκου» ἑτέρας τὴν ταινίαν περὶ τὸν λαιμὸν του ὅπως κατασημανθῇ καὶ ἡ τρίτη ἡ ὁμολογία τῆς τίτλον ἐπανηγυρικὸν αὐτοῦ ἐξ Ἀρμενίων. xyxy=(747,233,977,328)
article-headline: ΤΟ ΒΟΗΘΗΜΑ ΤΩΝ ΚΡΗΤΩΝ xyxy=(293,406,481,449)
article-paragraph: Ὁ Πρόεδρος τῆς Κυβερνήσεως πληροφορηθεὶς ὅτι ἐν τῇ Λαμίᾳ ἀρχηγεῖον παρεχωρήθησαν ἄδειαι εἰς πολλοὺς ἀξιωματικοὺς καὶ ὁπλίτας ἐξέφρασε τὴν λύπην του ἐπὶ τούτῳ. Ἐξ ἄλλου τὸ ὑπουργεῖον τῶν Στρατιωτικῶν ἀπηγόρευσε τὴν χορήγησιν ἀδειῶν ἐκτὸς ἀπολύτου ἀνάγκης. xyxy=(990,352,1324,447)
ad-line: ΕΙΣ ΤΟΥ xyxy=(1096,1626,1219,1663)
article-paragraph: Πολλοὶ ἀπέστειλαν πρὸς αὐτὸν καὶ διάφορα δῶρα ἐν μικρᾷ ἀξίᾳ. xyxy=(12,1202,260,1232)
divider xyxy=(12,423,260,424)
article-paragraph: Συγχαίροντές δ' ἐπὶ τῷ προδιδεσμῷ δι' ὃ ἡ τιμήσατε ὑμᾶς πολιτεία εἵμησεν ἑαυτήν, διερμηνεύομεν τὸ πρὸς ὑμᾶς γενικὸν αἴσθημα ἐθνικῆς εὐγνωμοσύνης, ἂν μὴ τὸ γλῶσσος, εἰλικρινῶς ὅμως καὶ πλήρεις τούτου διατελοῦμεν οἱ ὑποφαινόμενοι μετ' ἐξόχου πρὸς ὑμᾶς τιμῆς. xyxy=(12,795,260,922)
article-headline: ΕΙΣ ΤΟ ΣΤΡΑΤΙΩΤΙΚΟΝ ΝΟΣΟΚΟΜΕΙΟΝ xyxy=(539,1645,706,1683)
divider xyxy=(990,1059,1324,1061)
divider xyxy=(275,1699,499,1700)
article-paragraph: Ὁ τελώνης Χαλκίδος, Ἐπαμεινώνδας Μαρινόπουλος, μετὰ τῶν τελωνοφυλάκων Κ. Πετρόπουλος καὶ Ἰω. Κουβόλη, κατέσχον ἐπὶ Χαλκίδι ἐν συνεργασίᾳ τῆς ἀγοραπωλησίας κλοπιμαίων εἰδῶν ἀξίας δραχμῶν 35,000 εἰς χεῖρας ἐπιβατῶν ἐντὸς τῶν σιδηροδρόμων. xyxy=(990,1114,1324,1209)
divider xyxy=(12,1240,260,1242)
article-headline: ΔΙΑ ΤΟΥΣ κ.κ. ΑΞΙΩΜΑΤΙΚΟΥΣ xyxy=(990,1270,1284,1291)
divider xyxy=(275,397,499,399)
article-headline: ΗΜΕΡΑ ΠΑΡΟΥΣΙΑΣΕΩΝ xyxy=(544,843,701,886)
running-head-date: 22 Μαΐου 1897 xyxy=(668,10,798,30)
article-paragraph: Ἂν πᾶσα ὑψηλὴ ἰδέα, ἵνα ὑπάρξῃ πού, δέον ὑπ' ἀνδρὸς νὰ ἐκπροσωπηθῇ ἐξόχου, τὸ δ' ὄνομα ὑμῶν εἶνε νῦν τίτλος ἐνδόξων ἐννοιῶν, ἣν καλλίστη αἰσθάνεται καὶ τιμᾷ σύμπας ὁ Ἑλληνισμός. xyxy=(12,622,260,717)
column-rule xyxy=(984,43,985,1920)
article-paragraph: Τὸ πρᾶγμα ἐτηρήθη μυστικὸν, καὶ οἱ περὶ τὸν Ὑπουργὸν οὐδόλως ἐπληροφόρησαν. Ἐν τούτοις ἐπισήμως τὸ πρᾶγμα ἔχει ὑποτεθῆ. xyxy=(747,163,977,225)
